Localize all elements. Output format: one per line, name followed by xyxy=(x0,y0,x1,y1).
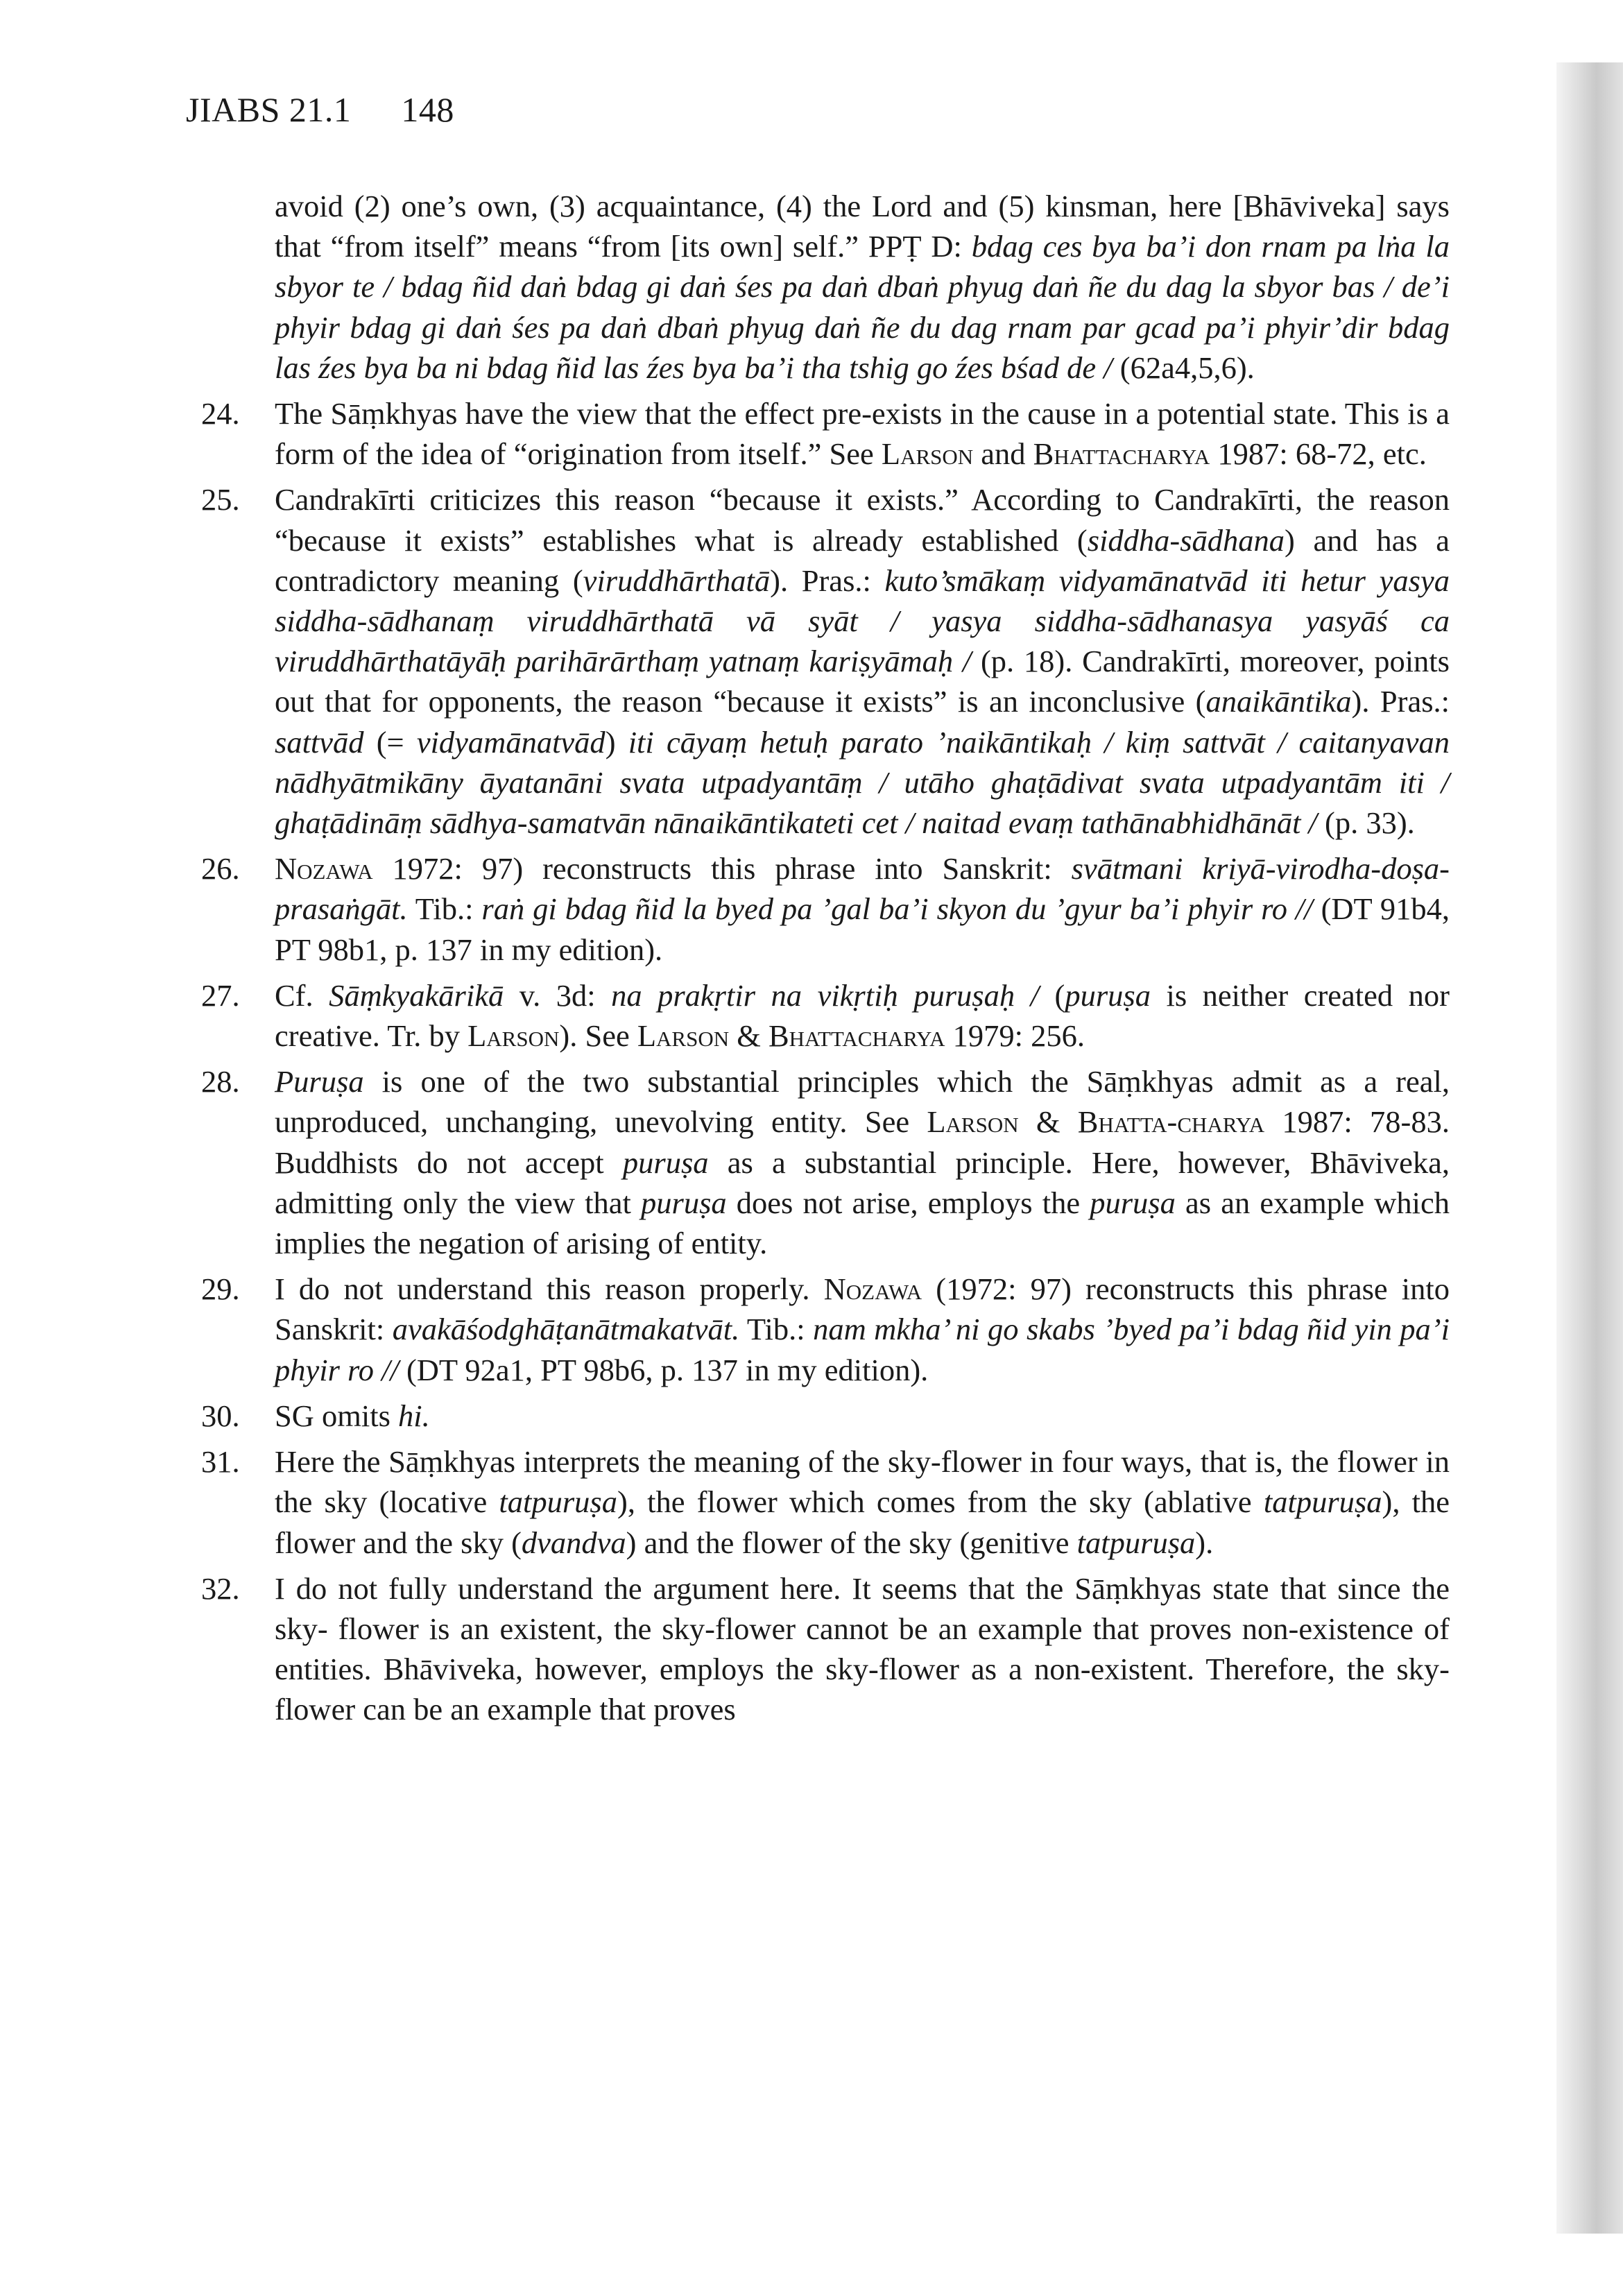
page-number: 148 xyxy=(401,90,454,129)
note-number: 29. xyxy=(201,1271,240,1307)
journal-title: JIABS 21.1 xyxy=(186,90,352,129)
note-text: Cf. Sāṃkyakārikā v. 3d: na prakṛtir na vikṛtiḥ puruṣaḥ / (puruṣa is neither created nor creative. Tr. by Larson). See Larson & Bhattacharya 1979: 256. xyxy=(275,977,1450,1054)
note-31 xyxy=(201,1441,1450,1563)
note-text: Nozawa 1972: 97) reconstructs this phrase into Sanskrit: svātmani kriyā-virodha-doṣa-prasaṅgāt. Tib.: raṅ gi bdag ñid la byed pa ’gal ba’i skyon du ’gyur ba’i phyir ro // (DT 91b4, PT 98b1, p. 137 in my edition). xyxy=(275,851,1450,967)
continued-note-paragraph: avoid (2) one’s own, (3) acquaintance, (4) the Lord and (5) kinsman, here [Bhāviveka] says that “from itself” means “from [its own] self.” PPṬ D: bdag ces bya ba’i don rnam pa lṅa la sbyor te / bdag ñid daṅ bdag gi daṅ śes pa daṅ dbaṅ phyug daṅ ñe du dag la sbyor bas / de’i phyir bdag gi daṅ śes pa daṅ dbaṅ phyug daṅ ñe du dag rnam par gcad pa’i phyir’dir bdag las źes bya ba ni bdag ñid las źes bya ba’i tha tshig go źes bśad de / (62a4,5,6). xyxy=(275,189,1450,385)
note-26 xyxy=(201,848,1450,970)
note-text: Here the Sāṃkhyas interprets the meaning of the sky-flower in four ways, that is, the flower in the sky (locative tatpuruṣa), the flower which comes from the sky (ablative tatpuruṣa), the flower and the sky (dvandva) and the flower of the sky (genitive tatpuruṣa). xyxy=(275,1444,1450,1560)
note-number: 30. xyxy=(201,1398,240,1433)
note-28 xyxy=(201,1061,1450,1263)
note-32 xyxy=(201,1568,1450,1730)
note-text: I do not understand this reason properly. Nozawa (1972: 97) reconstructs this phrase into Sanskrit: avakāśodghāṭanātmakatvāt. Tib.: nam mkha’ ni go skabs ’byed pa’i bdag ñid yin pa’i phyir ro // (DT 92a1, PT 98b6, p. 137 in my edition). xyxy=(275,1271,1450,1387)
note-27 xyxy=(201,975,1450,1056)
note-text: Candrakīrti criticizes this reason “because it exists.” According to Candrakīrti, the reason “because it exists” establishes what is already established (siddha-sādhana) and has a contradictory meaning (viruddhārthatā). Pras.: kuto’smākaṃ vidyamānatvād iti hetur yasya siddha-sādhanaṃ viruddhārthatā vā syāt / yasya siddha-sādhanasya yasyāś ca viruddhārthatāyāḥ parihārārthaṃ yatnaṃ kariṣyāmaḥ / (p. 18). Candrakīrti, moreover, points out that for opponents, the reason “because it exists” is an inconclusive (anaikāntika). Pras.: sattvād (= vidyamānatvād) iti cāyaṃ hetuḥ parato ’naikāntikaḥ / kiṃ sattvāt / caitanyavan nādhyātmikāny āyatanāni svata utpadyantāṃ / utāho ghaṭādivat svata utpadyantām iti / ghaṭādināṃ sādhya-samatvān nānaikāntikateti cet / naitad evaṃ tathānabhidhānāt / (p. 33). xyxy=(275,482,1450,841)
note-number: 27. xyxy=(201,977,240,1013)
note-number: 32. xyxy=(201,1570,240,1606)
note-number: 24. xyxy=(201,396,240,431)
note-29 xyxy=(201,1269,1450,1390)
note-24 xyxy=(201,393,1450,474)
note-text: I do not fully understand the argument here. It seems that the Sāṃkhyas state that since the sky- flower is an existent, the sky-flower cannot be an example that proves non-existence of entities. Bhāviveka, however, employs the sky-flower as a non-existent. Therefore, the sky-flower can be an example that proves xyxy=(275,1570,1450,1727)
note-number: 31. xyxy=(201,1444,240,1480)
scan-edge-shadow xyxy=(1556,62,1623,2234)
note-number: 26. xyxy=(201,851,240,886)
note-25 xyxy=(201,479,1450,843)
note-text: SG omits hi. xyxy=(275,1398,430,1433)
endnotes-column xyxy=(201,186,1450,1736)
note-number: 25. xyxy=(201,482,240,517)
note-text: The Sāṃkhyas have the view that the effect pre-exists in the cause in a potential state. This is a form of the idea of “origination from itself.” See Larson and Bhattacharya 1987: 68-72, etc. xyxy=(275,396,1450,472)
running-header xyxy=(186,89,454,130)
note-number: 28. xyxy=(201,1064,240,1099)
note-30 xyxy=(201,1396,1450,1436)
note-text: Puruṣa is one of the two substantial principles which the Sāṃkhyas admit as a real, unproduced, unchanging, unevolving entity. See Larson & Bhatta-charya 1987: 78-83. Buddhists do not accept puruṣa as a substantial principle. Here, however, Bhāviveka, admitting only the view that puruṣa does not arise, employs the puruṣa as an example which implies the negation of arising of entity. xyxy=(275,1064,1450,1261)
